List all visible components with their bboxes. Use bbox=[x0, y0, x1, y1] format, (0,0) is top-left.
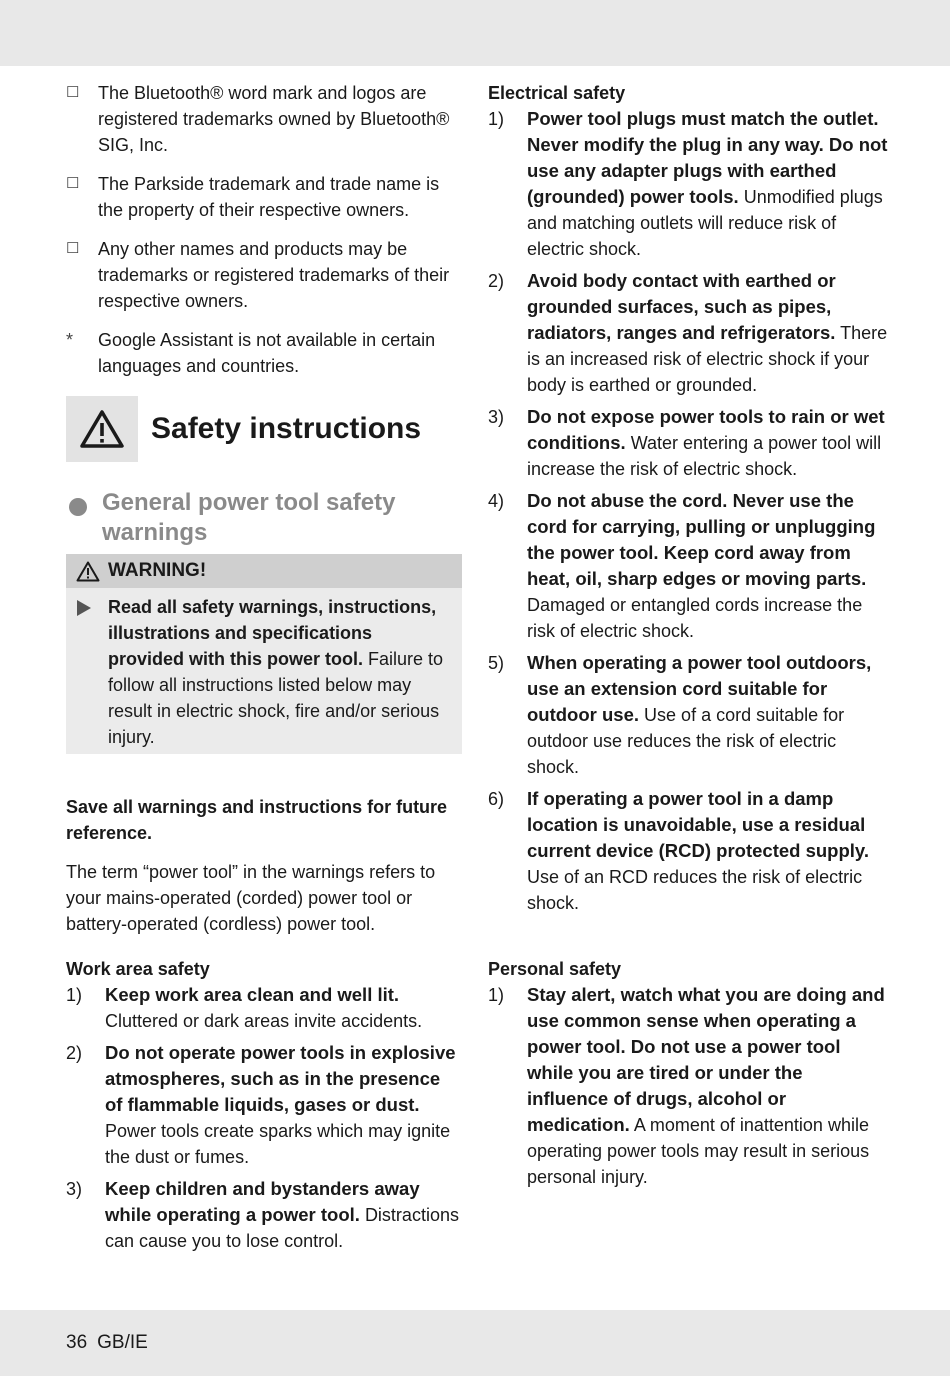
item-text bbox=[527, 650, 888, 780]
section-heading: Personal safety bbox=[488, 959, 622, 979]
item-text bbox=[527, 106, 888, 262]
term-definition: The term “power tool” in the warnings refers to your mains-operated (corded) power tool or battery-operated (cordless) power tool. bbox=[66, 862, 436, 934]
item-number: 4) bbox=[488, 491, 505, 511]
personal-section bbox=[488, 956, 888, 1190]
item-normal-text: Distractions can cause you to lose control. bbox=[105, 1205, 459, 1251]
list-item bbox=[488, 268, 888, 398]
warning-normal-text: Failure to follow all instructions listed below may result in electric shock, fire and/or serious injury. bbox=[108, 649, 444, 747]
item-bold-text: Keep work area clean and well lit. bbox=[105, 984, 400, 1005]
item-bold-text: Keep children and bystanders away while operating a power tool. bbox=[105, 1178, 420, 1225]
item-text bbox=[527, 404, 888, 482]
warning-text bbox=[108, 594, 452, 750]
section-heading: Electrical safety bbox=[488, 83, 626, 103]
warning-triangle-icon bbox=[66, 396, 138, 462]
item-text bbox=[527, 786, 888, 916]
checkbox-bullet: ☐ bbox=[66, 84, 80, 101]
item-text bbox=[527, 488, 888, 644]
item-normal-text: There is an increased risk of electric shock if your body is earthed or grounded. bbox=[527, 323, 888, 395]
list-item-text: The Parkside trademark and trade name is the property of their respective owners. bbox=[98, 174, 440, 220]
item-normal-text: Damaged or entangled cords increase the risk of electric shock. bbox=[527, 595, 863, 641]
item-number: 3) bbox=[488, 407, 505, 427]
checkbox-bullet: ☐ bbox=[66, 175, 80, 192]
item-normal-text: Cluttered or dark areas invite accidents. bbox=[105, 1011, 423, 1031]
list-item bbox=[488, 982, 888, 1190]
warning-header bbox=[66, 554, 462, 588]
item-text bbox=[527, 268, 888, 398]
item-bold-text: Avoid body contact with earthed or grounded surfaces, such as pipes, radiators, ranges and refrigerators. bbox=[527, 270, 836, 343]
warning-triangle-icon bbox=[76, 561, 100, 582]
item-bold-text: Stay alert, watch what you are doing and use common sense when operating a power tool. Do not use a power tool while you are tired or under the influence of drugs, alcohol or medication. bbox=[527, 984, 885, 1135]
section-heading: Work area safety bbox=[66, 959, 210, 979]
trademark-list bbox=[66, 80, 462, 379]
item-number: 2) bbox=[66, 1043, 83, 1063]
electrical-section bbox=[488, 80, 888, 916]
item-text bbox=[527, 982, 888, 1190]
list-item bbox=[66, 80, 462, 158]
item-number: 1) bbox=[488, 985, 505, 1005]
list-item bbox=[66, 236, 462, 314]
warning-bold-text: Read all safety warnings, instructions, illustrations and specifications provided with this power tool. bbox=[108, 597, 437, 669]
list-item bbox=[66, 1040, 462, 1170]
right-column bbox=[488, 80, 888, 1196]
subsection-title: General power tool safety warnings bbox=[102, 489, 396, 546]
warning-label: WARNING! bbox=[108, 560, 207, 581]
item-bold-text: Power tool plugs must match the outlet. Never modify the plug in any way. Do not use any adapter plugs with earthed (grounded) power tools. bbox=[527, 108, 888, 207]
warning-body bbox=[66, 588, 462, 754]
language-code: GB/IE bbox=[97, 1332, 148, 1353]
item-number: 1) bbox=[66, 985, 83, 1005]
item-normal-text: Water entering a power tool will increase the risk of electric shock. bbox=[527, 433, 882, 479]
list-item-text: The Bluetooth® word mark and logos are registered trademarks owned by Bluetooth® SIG, Inc. bbox=[98, 83, 450, 155]
item-normal-text: Power tools create sparks which may ignite the dust or fumes. bbox=[105, 1121, 451, 1167]
page-footer bbox=[66, 1332, 148, 1354]
subsection-heading bbox=[66, 488, 462, 548]
item-normal-text: Use of an RCD reduces the risk of electric shock. bbox=[527, 867, 863, 913]
item-bold-text: Do not operate power tools in explosive atmospheres, such as in the presence of flammable liquids, gases or dust. bbox=[105, 1042, 456, 1115]
section-title: Safety instructions bbox=[151, 412, 422, 445]
item-number: 3) bbox=[66, 1179, 83, 1199]
item-normal-text: Unmodified plugs and matching outlets will reduce risk of electric shock. bbox=[527, 187, 883, 259]
list-item-text: Google Assistant is not available in certain languages and countries. bbox=[98, 330, 436, 376]
item-normal-text: Use of a cord suitable for outdoor use reduces the risk of electric shock. bbox=[527, 705, 845, 777]
warning-box bbox=[66, 554, 462, 754]
item-bold-text: Do not expose power tools to rain or wet conditions. bbox=[527, 406, 885, 453]
item-number: 6) bbox=[488, 789, 505, 809]
list-item bbox=[488, 488, 888, 644]
arrow-right-icon bbox=[76, 594, 108, 750]
item-number: 5) bbox=[488, 653, 505, 673]
item-number: 1) bbox=[488, 109, 505, 129]
list-item bbox=[488, 106, 888, 262]
item-normal-text: A moment of inattention while operating power tools may result in serious personal injury. bbox=[527, 1115, 870, 1187]
item-bold-text: Do not abuse the cord. Never use the cord for carrying, pulling or unplugging the power tool. Keep cord away from heat, oil, sharp edges or moving parts. bbox=[527, 490, 876, 589]
save-notice: Save all warnings and instructions for future reference. bbox=[66, 797, 448, 843]
list-item bbox=[488, 404, 888, 482]
asterisk-bullet: * bbox=[66, 330, 74, 350]
item-bold-text: If operating a power tool in a damp location is unavoidable, use a residual current device (RCD) protected supply. bbox=[527, 788, 869, 861]
checkbox-bullet: ☐ bbox=[66, 240, 80, 257]
work-area-section bbox=[66, 956, 462, 1254]
header-band bbox=[0, 0, 950, 66]
list-item bbox=[488, 786, 888, 916]
page-number: 36 bbox=[66, 1332, 88, 1353]
item-bold-text: When operating a power tool outdoors, use an extension cord suitable for outdoor use. bbox=[527, 652, 872, 725]
safety-section-header bbox=[66, 396, 462, 462]
item-number: 2) bbox=[488, 271, 505, 291]
item-text bbox=[105, 1040, 462, 1170]
numbered-list bbox=[66, 982, 462, 1254]
list-item bbox=[66, 982, 462, 1034]
item-text bbox=[105, 982, 462, 1034]
list-item-text: Any other names and products may be trademarks or registered trademarks of their respective owners. bbox=[98, 239, 450, 311]
list-item bbox=[488, 650, 888, 780]
list-item bbox=[66, 171, 462, 223]
bullet-dot-icon bbox=[69, 498, 87, 516]
left-column bbox=[66, 80, 462, 1260]
numbered-list bbox=[488, 982, 888, 1190]
item-text bbox=[105, 1176, 462, 1254]
list-item bbox=[66, 1176, 462, 1254]
numbered-list bbox=[488, 106, 888, 916]
list-item bbox=[66, 327, 462, 379]
